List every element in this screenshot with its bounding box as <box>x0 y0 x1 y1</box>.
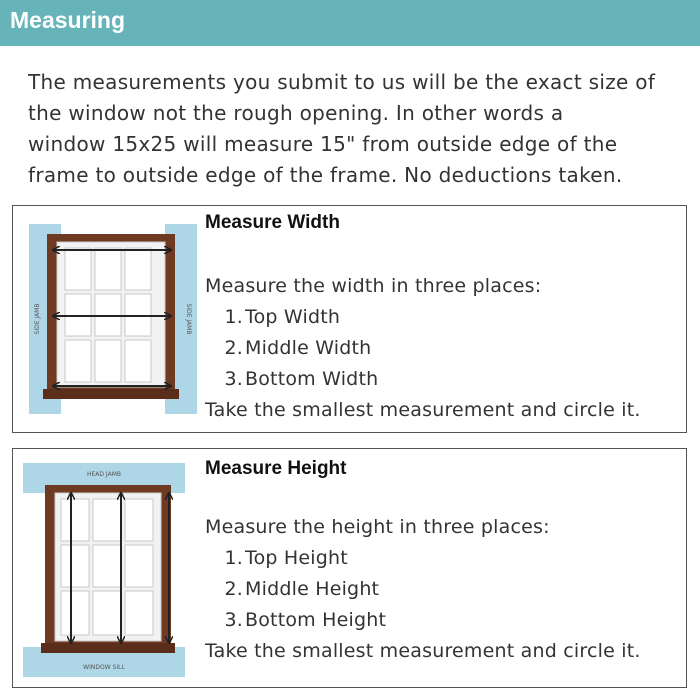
step-number: 1. <box>224 306 243 328</box>
step-label: Middle Width <box>245 337 372 359</box>
left-jamb-label: SIDE JAMB <box>34 303 41 335</box>
page-header <box>0 0 700 46</box>
step-number: 1. <box>224 547 243 569</box>
step-number: 3. <box>224 368 243 390</box>
intro-line: the window not the rough opening. In other words a <box>28 101 564 125</box>
step-label: Bottom Height <box>245 609 387 631</box>
window-sill <box>41 643 175 653</box>
width-instruction: Measure the width in three places: <box>205 275 542 297</box>
height-step <box>205 547 348 569</box>
step-label: Top Height <box>245 547 348 569</box>
head-jamb-label: HEAD JAMB <box>87 471 121 478</box>
intro-paragraph <box>28 67 688 191</box>
intro-line: The measurements you submit to us will be the exact size of <box>28 70 656 94</box>
measure-height-panel <box>12 448 687 688</box>
window-sill <box>43 389 179 399</box>
step-label: Middle Height <box>245 578 380 600</box>
intro-line: frame to outside edge of the frame. No deductions taken. <box>28 163 623 187</box>
step-number: 2. <box>224 337 243 359</box>
height-title: Measure Height <box>205 458 347 479</box>
right-jamb-label: SIDE JAMB <box>185 303 192 335</box>
height-step <box>205 609 386 631</box>
step-number: 2. <box>224 578 243 600</box>
window-sill-label: WINDOW SILL <box>83 664 125 671</box>
width-step <box>205 306 340 328</box>
height-conclusion: Take the smallest measurement and circle it. <box>205 640 641 662</box>
measure-width-panel <box>12 205 687 433</box>
step-label: Top Width <box>245 306 341 328</box>
width-step <box>205 368 378 390</box>
step-label: Bottom Width <box>245 368 379 390</box>
height-window-diagram <box>23 463 185 679</box>
height-instruction: Measure the height in three places: <box>205 516 550 538</box>
width-window-diagram <box>29 224 197 420</box>
height-step <box>205 578 379 600</box>
width-title: Measure Width <box>205 212 340 233</box>
width-conclusion: Take the smallest measurement and circle it. <box>205 399 641 421</box>
width-step <box>205 337 371 359</box>
intro-line: window 15x25 will measure 15" from outside edge of the <box>28 132 618 156</box>
page-title: Measuring <box>10 7 126 33</box>
step-number: 3. <box>224 609 243 631</box>
